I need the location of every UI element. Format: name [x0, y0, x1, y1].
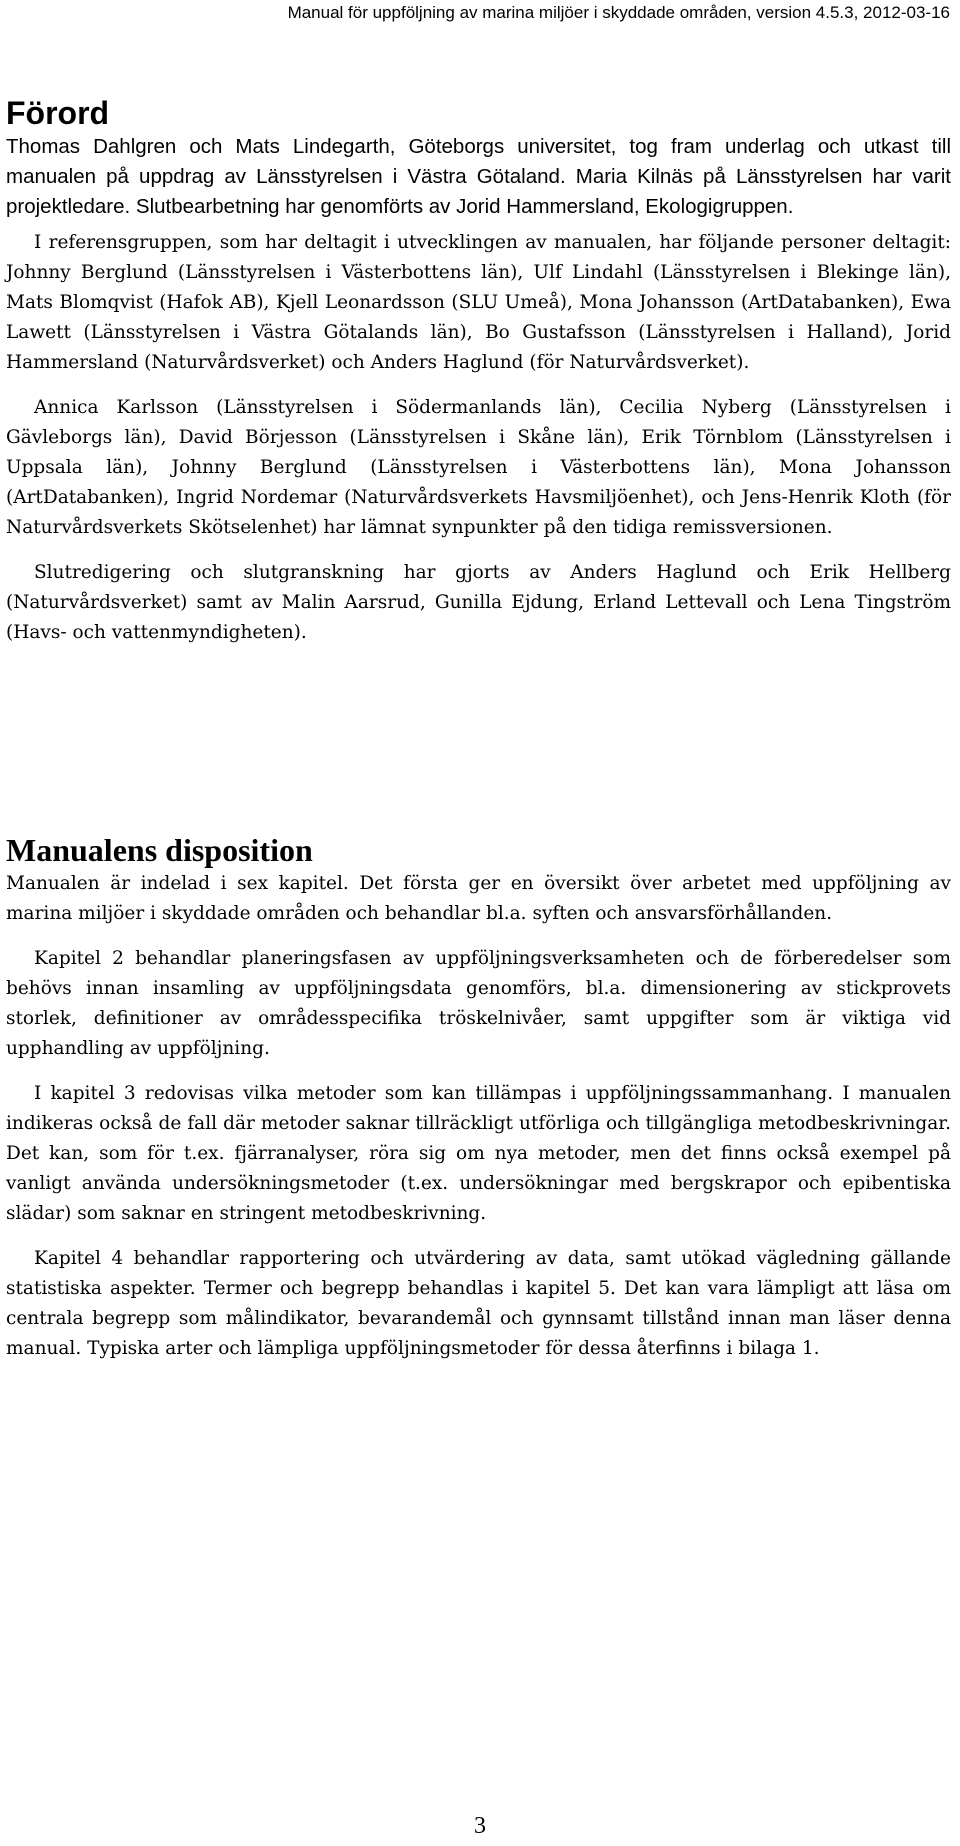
forord-paragraph-3: Annica Karlsson (Länsstyrelsen i Södermanlands län), Cecilia Nyberg (Länsstyrelsen i Gävleborgs län), David Börjesson (Länsstyrelsen i Skåne län), Erik Törnblom (Länsstyrelsen i Uppsala län), Johnny Berglund (Länsstyrelsen i Västerbottens län), Mona Johansson (ArtDatabanken), Ingrid Nordemar (Naturvårdsverkets Havsmiljöenhet), och Jens-Henrik Kloth (för Naturvårdsverkets Skötselenhet) har lämnat synpunkter på den tidiga remissversionen. — [6, 397, 951, 538]
disposition-paragraph-1: Manualen är indelad i sex kapitel. Det första ger en översikt över arbetet med uppföljning av marina miljöer i skyddade områden och behandlar bl.a. syften och ansvarsförhållanden. — [6, 873, 951, 924]
disposition-heading: Manualens disposition — [6, 832, 313, 868]
disposition-paragraph-4: Kapitel 4 behandlar rapportering och utvärdering av data, samt utökad vägledning gällande statistiska aspekter. Termer och begrepp behandlas i kapitel 5. Det kan vara lämpligt att läsa om centrala begrepp som målindikator, bevarandemål och gynnsamt tillstånd innan man läser denna manual. Typiska arter och lämpliga uppföljningsmetoder för dessa återfinns i bilaga 1. — [6, 1248, 951, 1359]
forord-section — [6, 94, 951, 663]
disposition-paragraph-2: Kapitel 2 behandlar planeringsfasen av uppföljningsverksamheten och de förberedelser som behövs innan insamling av uppföljningsdata genomförs, bl.a. dimensionering av stickprovets storlek, definitioner av områdesspecifika tröskelnivåer, samt uppgifter som är viktiga vid upphandling av uppföljning. — [6, 948, 951, 1059]
forord-paragraph-2: I referensgruppen, som har deltagit i utvecklingen av manualen, har följande personer deltagit: Johnny Berglund (Länsstyrelsen i Västerbottens län), Ulf Lindahl (Länsstyrelsen i Blekinge län), Mats Blomqvist (Hafok AB), Kjell Leonardsson (SLU Umeå), Mona Johansson (ArtDatabanken), Ewa Lawett (Länsstyrelsen i Västra Götalands län), Bo Gustafsson (Länsstyrelsen i Halland), Jorid Hammersland (Naturvårdsverket) och Anders Haglund (för Naturvårdsverket). — [6, 232, 951, 373]
disposition-paragraph-3: I kapitel 3 redovisas vilka metoder som kan tillämpas i uppföljningssammanhang. I manualen indikeras också de fall där metoder saknar tillräckligt utförliga och tillgängliga metodbeskrivningar. Det kan, som för t.ex. fjärranalyser, röra sig om nya metoder, men det finns också exempel på vanligt använda undersökningsmetoder (t.ex. undersökningar med bergskrapor och epibentiska slädar) som saknar en stringent metodbeskrivning. — [6, 1083, 951, 1224]
page-number: 3 — [474, 1813, 486, 1839]
disposition-section — [6, 831, 951, 1379]
running-header: Manual för uppföljning av marina miljöer i skyddade områden, version 4.5.3, 2012-03-16 — [287, 3, 950, 22]
forord-paragraph-1: Thomas Dahlgren och Mats Lindegarth, Göteborgs universitet, tog fram underlag och utkast till manualen på uppdrag av Länsstyrelsen i Västra Götaland. Maria Kilnäs på Länsstyrelsen har varit projektledare. Slutbearbetning har genomförts av Jorid Hammersland, Ekologigruppen. — [6, 135, 951, 218]
forord-heading: Förord — [6, 95, 110, 131]
forord-paragraph-4: Slutredigering och slutgranskning har gjorts av Anders Haglund och Erik Hellberg (Naturvårdsverket) samt av Malin Aarsrud, Gunilla Ejdung, Erland Lettevall och Lena Tingström (Havs- och vattenmyndigheten). — [6, 562, 951, 643]
